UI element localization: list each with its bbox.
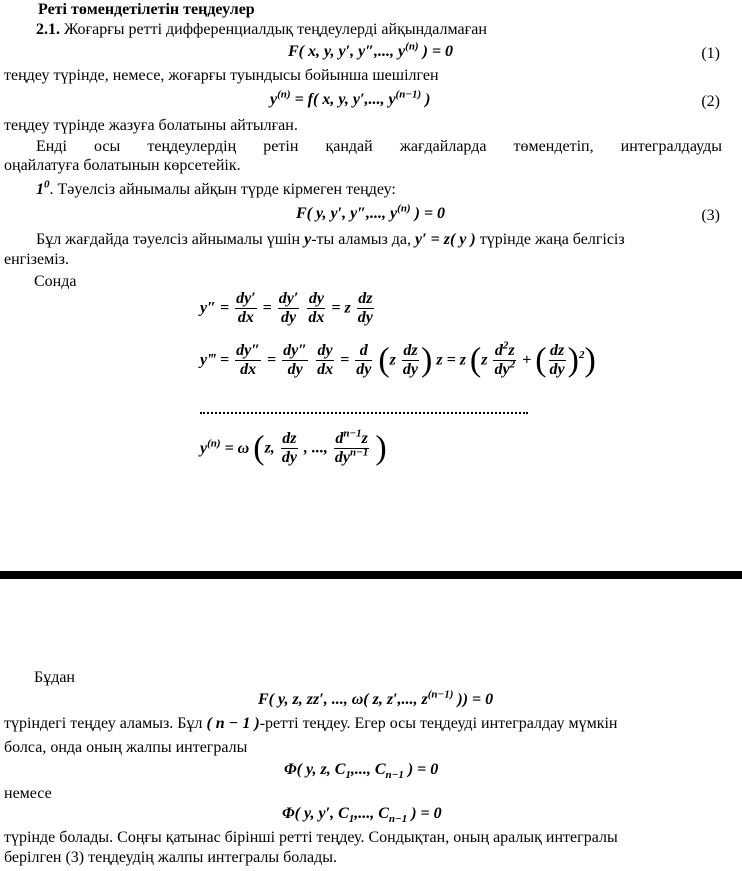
- equation-3: F( y, y′, y″,..., $y^{(n)}$ ) = 0: [296, 202, 446, 222]
- substitution-text-b: -ты аламыз да,: [311, 231, 412, 248]
- section-text: Жоғарғы ретті дифференциалдық теңдеулерді айқындалмаған: [64, 21, 487, 38]
- equation-number-1: (1): [701, 45, 720, 62]
- integral-line: болса, онда оның жалпы интегралы: [4, 739, 248, 756]
- case-line: [36, 180, 396, 200]
- then-label: Сонда: [34, 273, 77, 290]
- equation-general-integral: Φ( y, z, $C_1$,..., $C_{n-1}$ ) = 0: [284, 761, 439, 782]
- or-label: немесе: [4, 785, 52, 802]
- page-heading: Реті төмендетілетін теңдеулер: [38, 1, 255, 18]
- section-line: [36, 20, 487, 40]
- dotted-separator: [200, 412, 528, 414]
- reduced-order-text-b: -ретті теңдеу. Егер осы теңдеуді интегралдау мүмкін: [259, 715, 618, 732]
- derivation-second-derivative: y″ = $\frac{dy'}{dx}$ = $\frac{dy'}{dy}$ $\frac{dy}{dx}$ = z $\frac{dz}{dy}$: [200, 290, 373, 326]
- final-line2: берілген (3) теңдеудің жалпы интегралы болады.: [4, 849, 338, 866]
- equation-1: F( x, y, y′, y″,..., $y^{(n)}$ ) = 0: [288, 40, 454, 60]
- case-marker: 1: [36, 181, 44, 198]
- final-line1: түрінде болады. Соңғы қатынас бірінші ретті теңдеу. Сондықтан, оның аралық интегралы: [4, 829, 618, 846]
- reduced-order-text-a: түріндегі теңдеу аламыз. Бұл: [4, 715, 203, 732]
- substitution-line: [36, 230, 720, 250]
- reduced-order-expr: ( n − 1 ): [206, 715, 260, 732]
- paragraph-intro-line1: Енді осы теңдеулердің ретін қандай жағдайларда төмендетіп, интегралдауды: [36, 138, 722, 155]
- case-text: . Тәуелсіз айнымалы айқын түрде кірмеген теңдеу:: [49, 181, 396, 198]
- paragraph-after-eq1: теңдеу түрінде, немесе, жоғарғы туындысы бойынша шешілген: [4, 67, 439, 84]
- equation-2: $y^{(n)} = f$( x, y, y′,..., $y^{(n-1)}$ ): [270, 88, 431, 108]
- substitution-eq: y′ = z( y ): [415, 231, 476, 248]
- equation-number-2: (2): [701, 93, 720, 110]
- substitution-line2: енгіземіз.: [4, 251, 69, 268]
- paragraph-intro-line2: оңайлатуға болатынын көрсетейік.: [4, 157, 241, 174]
- paragraph-after-eq2: теңдеу түрінде жазуға болатыны айтылған.: [4, 117, 298, 134]
- equation-number-3: (3): [701, 207, 720, 224]
- section-number: 2.1.: [36, 21, 60, 38]
- case-marker-sup: 0: [44, 178, 50, 191]
- substitution-var: y: [304, 231, 312, 248]
- page-divider: [0, 571, 742, 579]
- derivation-nth-derivative: $y^{(n)} = \omega$ (z, $\frac{dz}{dy}$ , ..., $\frac{d^{n-1}z}{dy^{n-1}}$ ): [200, 427, 387, 467]
- derivation-third-derivative: y‴ = $\frac{dy''}{dx}$ = $\frac{dy''}{dy}$ $\frac{dy}{dx}$ = $\frac{d}{dy}$ (z $\frac{dz}{dy}$ ) z = z (z $\frac{d^2z}{dy^2}$ + ( $\frac{dz}{dy}$ )$^2$): [200, 339, 596, 379]
- reduced-order-line: [4, 714, 720, 734]
- substitution-text-a: Бұл жағдайда тәуелсіз айнымалы үшін: [36, 231, 301, 248]
- substitution-text-c: түрінде жаңа белгісіз: [479, 231, 625, 248]
- from-here-label: Бұдан: [34, 669, 75, 686]
- equation-reduced: F( y, z, zz′, ..., ω( z, z′,..., $z^{(n-1)}$ )) = 0: [258, 688, 494, 708]
- equation-intermediate-integral: Φ( y, y′, $C_1$,..., $C_{n-1}$ ) = 0: [282, 805, 442, 826]
